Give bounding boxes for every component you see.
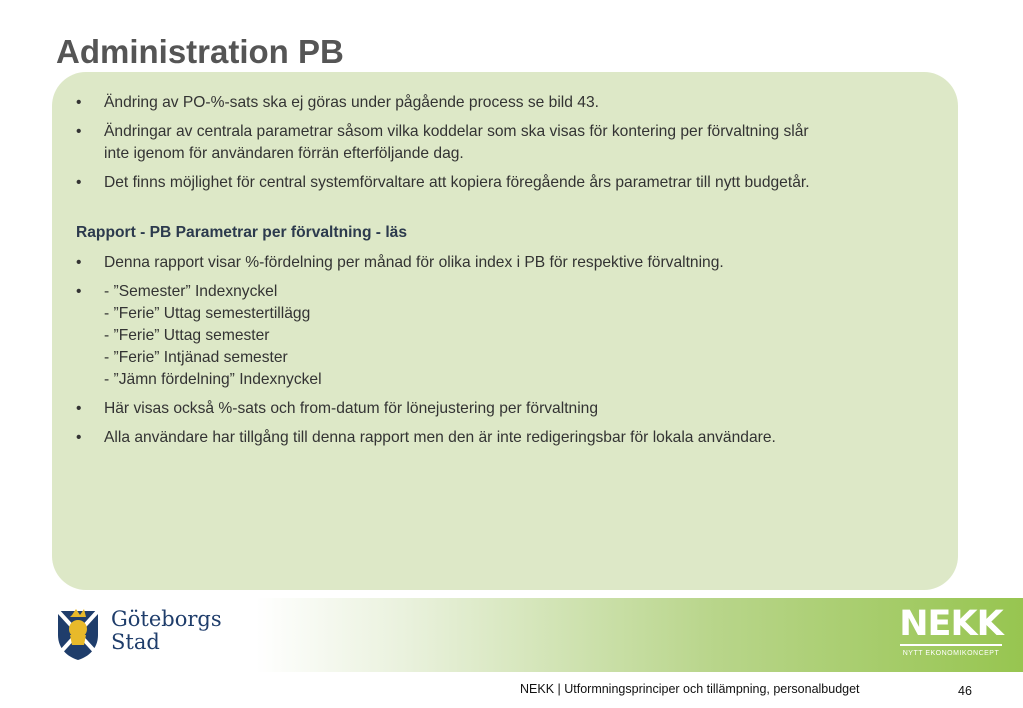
- bullet-line: • Ändringar av centrala parametrar såsom vilka koddelar som ska visas för kontering per förvaltning slår: [104, 123, 809, 140]
- slide-title: Administration PB: [56, 33, 344, 70]
- bullet-line: - ”Ferie” Intjänad semester: [104, 349, 288, 366]
- bullet-list-bottom: [76, 252, 932, 449]
- goteborgs-stad-logo: [54, 605, 224, 661]
- list-item: [76, 92, 932, 114]
- footer-caption: NEKK | Utformningsprinciper och tillämpning, personalbudget: [520, 682, 860, 696]
- nekk-divider: [900, 644, 1002, 646]
- list-item: [76, 281, 932, 391]
- nekk-subtitle: NYTT EKONOMIKONCEPT: [902, 650, 1000, 657]
- nekk-logo: [896, 605, 1006, 663]
- list-item: [76, 398, 932, 420]
- list-item: [76, 121, 932, 165]
- list-item: [76, 427, 932, 449]
- bullet-line: • Alla användare har tillgång till denna rapport men den är inte redigeringsbar för lokala användare.: [104, 429, 776, 446]
- goteborg-coat-of-arms-icon: [54, 605, 102, 661]
- bullet-line: • Det finns möjlighet för central systemförvaltare att kopiera föregående års parametrar till nytt budgetår.: [104, 174, 810, 191]
- bullet-line: inte igenom för användaren förrän efterföljande dag.: [104, 145, 464, 162]
- nekk-wordmark: NEKK: [899, 604, 1003, 644]
- bullet-line: • Denna rapport visar %-fördelning per månad för olika index i PB för respektive förvaltning.: [104, 254, 724, 271]
- bullet-line: • - ”Semester” Indexnyckel: [104, 283, 278, 300]
- goteborgs-stad-wordmark: [111, 608, 222, 654]
- bullet-line: • Här visas också %-sats och from-datum för lönejustering per förvaltning: [104, 400, 599, 417]
- list-item: [76, 252, 932, 274]
- bullet-line: - ”Jämn fördelning” Indexnyckel: [104, 371, 322, 388]
- content-panel: [52, 72, 958, 590]
- logo-line-2: Stad: [111, 630, 160, 654]
- logo-line-1: Göteborgs: [111, 607, 222, 631]
- bullet-line: - ”Ferie” Uttag semester: [104, 327, 270, 344]
- page-number: 46: [958, 684, 972, 698]
- bullet-list-top: [76, 92, 932, 194]
- section-heading: Rapport - PB Parametrar per förvaltning - läs: [76, 224, 408, 241]
- bullet-line: • Ändring av PO-%-sats ska ej göras under pågående process se bild 43.: [104, 94, 599, 111]
- bullet-line: - ”Ferie” Uttag semestertillägg: [104, 305, 311, 322]
- list-item: [76, 172, 932, 194]
